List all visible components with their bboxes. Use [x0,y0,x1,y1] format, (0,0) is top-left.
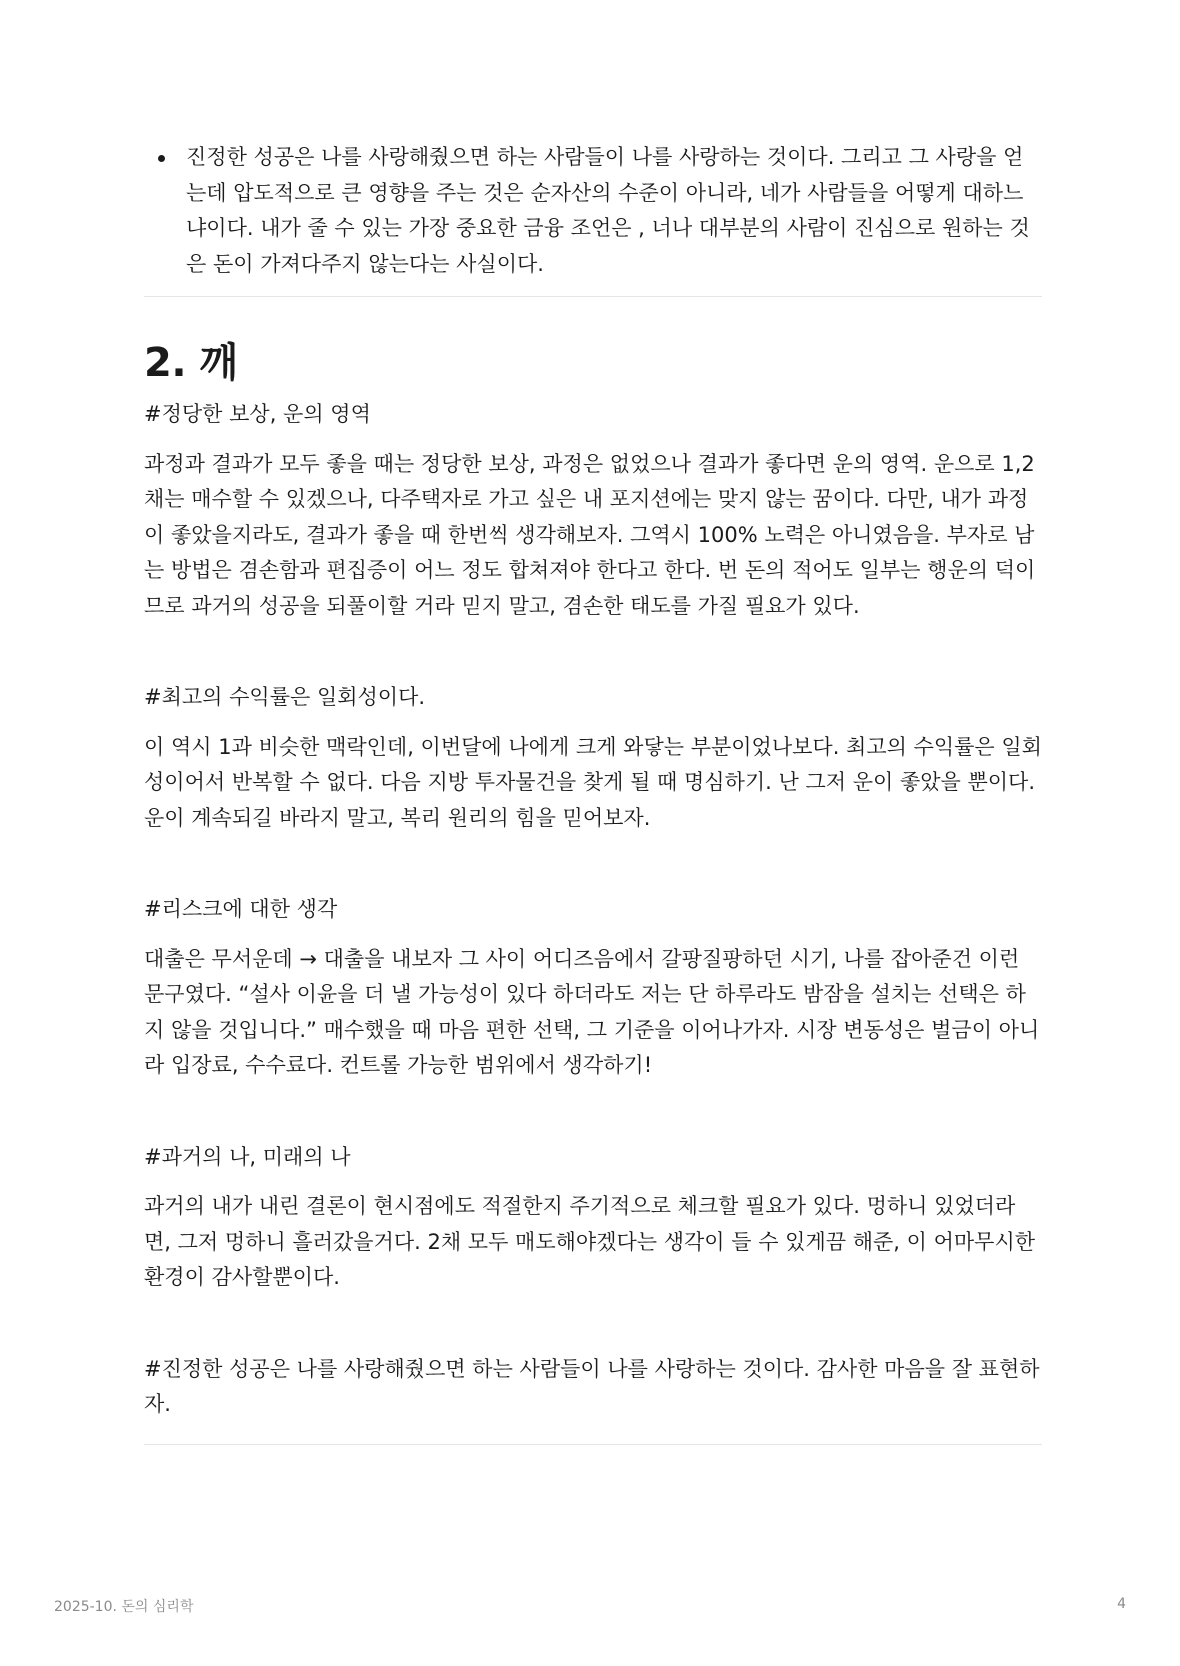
note-block [144,397,1042,624]
divider [144,296,1042,297]
note-body: 과정과 결과가 모두 좋을 때는 정당한 보상, 과정은 없었으나 결과가 좋다면 운의 영역. 운으로 1,2채는 매수할 수 있겠으나, 다주택자로 가고 싶은 내 포지션에는 맞지 않는 꿈이다. 다만, 내가 과정이 좋았을지라도, 결과가 좋을 때 한번씩 생각해보자. 그역시 100% 노력은 아니였음을. 부자로 남는 방법은 겸손함과 편집증이 어느 정도 합쳐져야 한다고 한다. 번 돈의 적어도 일부는 행운의 덕이므로 과거의 성공을 되풀이할 거라 믿지 말고, 겸손한 태도를 가질 필요가 있다. [144,451,1036,618]
note-body: 이 역시 1과 비슷한 맥락인데, 이번달에 나에게 크게 와닿는 부분이었나보다. 최고의 수익률은 일회성이어서 반복할 수 없다. 다음 지방 투자물건을 찾게 될 때 명심하기. 난 그저 운이 좋았을 뿐이다. 운이 계속되길 바라지 말고, 복리 원리의 힘을 믿어보자. [144,734,1042,830]
footer-doc-title: 2025-10. 돈의 심리학 [54,1599,194,1615]
note-tag: #과거의 나, 미래의 나 [144,1144,351,1169]
note-tag: #정당한 보상, 운의 영역 [144,402,371,426]
note-block [144,892,1042,1084]
footer-page-number: 4 [1117,1596,1126,1612]
page-content [144,140,1042,1445]
note-block [144,680,1042,836]
note-tag: #최고의 수익률은 일회성이다. [144,685,426,709]
bullet-list-item [144,140,1042,282]
closing-note: #진정한 성공은 나를 사랑해줬으면 하는 사람들이 나를 사랑하는 것이다. 감사한 마음을 잘 표현하자. [144,1356,1040,1416]
bullet-dot-icon [158,155,165,162]
note-tag: #리스크에 대한 생각 [144,897,338,921]
note-body: 과거의 내가 내린 결론이 현시점에도 적절한지 주기적으로 체크할 필요가 있다. 멍하니 있었더라면, 그저 멍하니 흘러갔을거다. 2채 모두 매도해야겠다는 생각이 들 수 있게끔 해준, 이 어마무시한 환경이 감사할뿐이다. [144,1194,1036,1289]
note-body: 대출은 무서운데 → 대출을 내보자 그 사이 어디즈음에서 갈팡질팡하던 시기, 나를 잡아준건 이런 문구였다. “설사 이윤을 더 낼 가능성이 있다 하더라도 저는 단 하루라도 밤잠을 설치는 선택은 하지 않을 것입니다.” 매수했을 때 마음 편한 선택, 그 기준을 이어나가자. 시장 변동성은 벌금이 아니라 입장료, 수수료다. 컨트롤 가능한 범위에서 생각하기! [144,946,1040,1077]
note-block [144,1140,1042,1296]
divider [144,1444,1042,1445]
bullet-text: 진정한 성공은 나를 사랑해줬으면 하는 사람들이 나를 사랑하는 것이다. 그리고 그 사랑을 얻는데 압도적으로 큰 영향을 주는 것은 순자산의 수준이 아니라, 네가 사람들을 어떻게 대하느냐이다. 내가 줄 수 있는 가장 중요한 금융 조언은 , 너나 대부분의 사람이 진심으로 원하는 것은 돈이 가져다주지 않는다는 사실이다. [186,145,1030,276]
section-title: 2. 깨 [144,340,238,386]
